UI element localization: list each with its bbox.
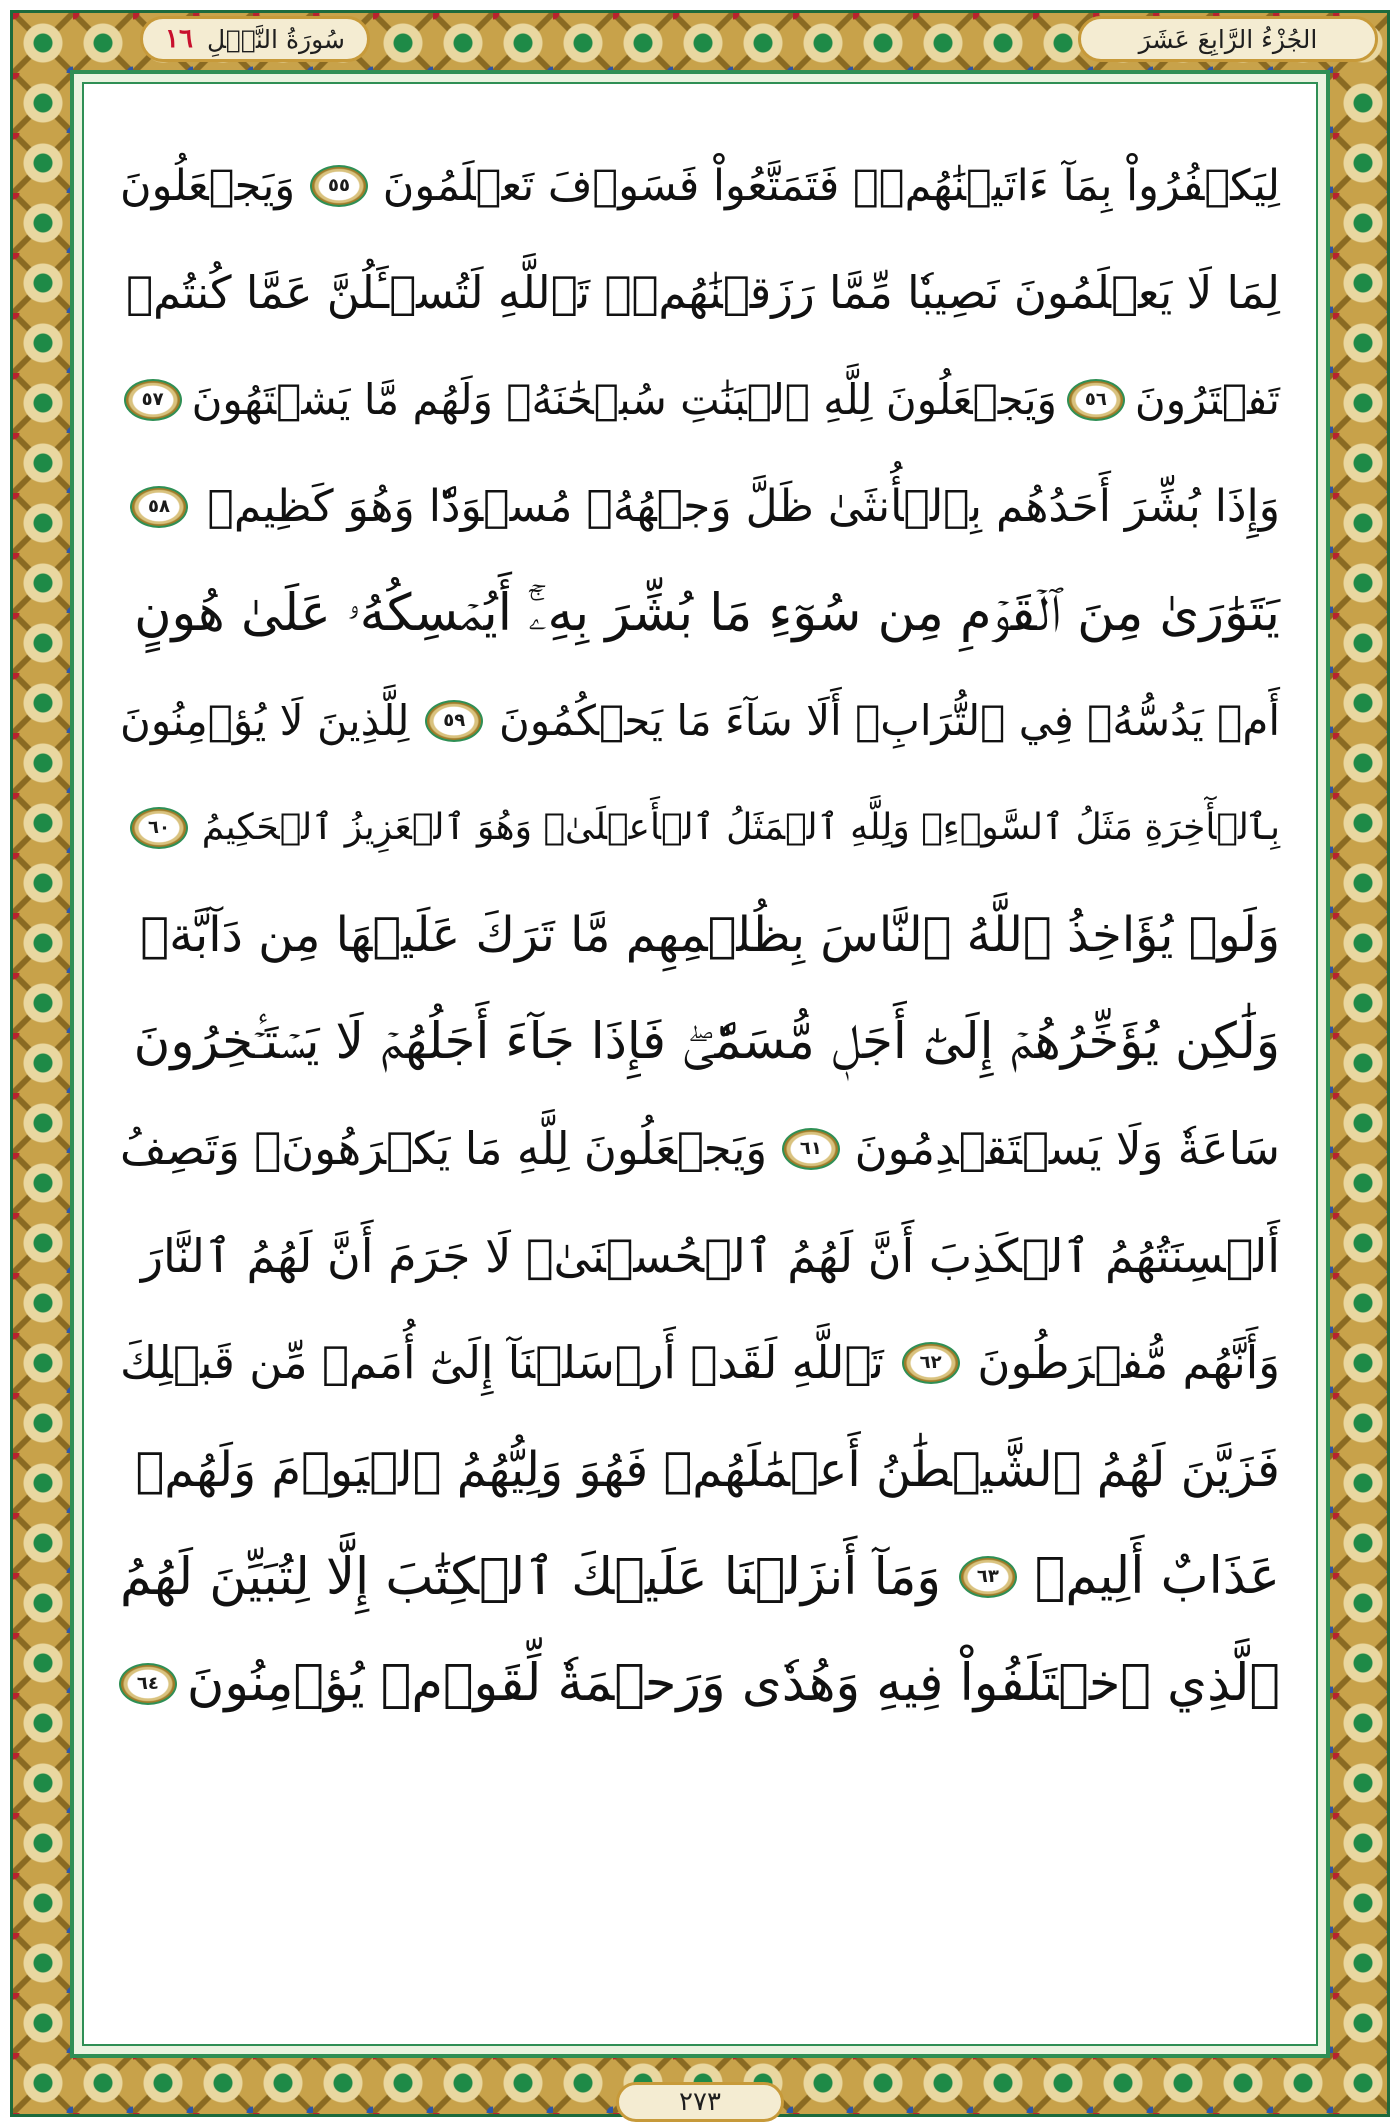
verse-line [120,132,1280,239]
verse-text: لِمَا لَا يَعۡلَمُونَ نَصِيبٗا مِّمَّا رَزَقۡنَٰهُمۡۗ تَٱللَّهِ لَتُسۡـَٔلُنَّ عَمَّا كُنتُمۡ [126,266,1280,319]
surah-number: ١٦ [165,24,193,54]
verse-line [120,239,1280,346]
verse-text: وَأَنَّهُم مُّفۡرَطُونَ [977,1336,1280,1389]
verse-line [120,988,1280,1095]
ayah-number-marker: ٥٦ [1067,379,1125,421]
verse-text: يَتَوَٰرَىٰ مِنَ ٱلۡقَوۡمِ مِن سُوٓءِ مَا بُشِّرَ بِهِۦٓۚ أَيُمۡسِكُهُۥ عَلَىٰ هُونٍ [134,583,1280,643]
verse-line [120,667,1280,774]
ayah-number-marker: ٦١ [782,1128,840,1170]
verse-line [120,1630,1280,1737]
verse-text: فَزَيَّنَ لَهُمُ ٱلشَّيۡطَٰنُ أَعۡمَٰلَهُمۡ فَهُوَ وَلِيُّهُمُ ٱلۡيَوۡمَ وَلَهُمۡ [135,1441,1280,1498]
verse-text: وَمَآ أَنزَلۡنَا عَلَيۡكَ ٱلۡكِتَٰبَ إِلَّا لِتُبَيِّنَ لَهُمُ [120,1547,942,1607]
surah-label: سُورَةُ النَّحۡلِ [206,24,345,54]
verse-text: وَلَٰكِن يُؤَخِّرُهُمۡ إِلَىٰٓ أَجَلٖ مُّسَمّٗىۖ فَإِذَا جَآءَ أَجَلُهُمۡ لَا يَسۡتَـٔۡخِرُونَ [133,1012,1280,1070]
verse-line [120,1309,1280,1416]
verse-text: لِلَّذِينَ لَا يُؤۡمِنُونَ [120,696,410,745]
verse-text: تَفۡتَرُونَ [1134,375,1280,424]
surah-header [140,16,370,62]
page-number [616,2082,784,2122]
verse-text: وَيَجۡعَلُونَ لِلَّهِ مَا يَكۡرَهُونَۚ وَتَصِفُ [120,1122,768,1175]
verse-lines [120,132,1280,1737]
verse-text: ٱلَّذِي ٱخۡتَلَفُواْ فِيهِ وَهُدٗى وَرَحۡمَةٗ لِّقَوۡمٖ يُؤۡمِنُونَ [186,1654,1280,1713]
verse-line [120,560,1280,667]
page-number-label: ٢٧٣ [679,2087,721,2117]
verse-text: عَذَابٌ أَلِيمٞ [1034,1547,1280,1606]
verse-text: سَاعَةٗ وَلَا يَسۡتَقۡدِمُونَ [854,1122,1280,1175]
verse-line [120,1523,1280,1630]
verse-line [120,346,1280,453]
verse-text: بِٱلۡأٓخِرَةِ مَثَلُ ٱلسَّوۡءِۖ وَلِلَّهِ ٱلۡمَثَلُ ٱلۡأَعۡلَىٰۚ وَهُوَ ٱلۡعَزِيزُ ٱلۡحَكِيمُ [201,807,1280,848]
ayah-number-marker: ٦٢ [902,1342,960,1384]
ayah-number-marker: ٥٨ [130,486,188,528]
ayah-number-marker: ٥٥ [310,165,368,207]
ayah-number-marker: ٥٧ [124,379,182,421]
verse-line [120,1202,1280,1309]
juz-header [1078,16,1378,62]
ayah-number-marker: ٦٤ [119,1663,177,1705]
verse-text: تَٱللَّهِ لَقَدۡ أَرۡسَلۡنَآ إِلَىٰٓ أُمَمٖ مِّن قَبۡلِكَ [120,1336,884,1389]
verse-text: وَإِذَا بُشِّرَ أَحَدُهُم بِٱلۡأُنثَىٰ ظَلَّ وَجۡهُهُۥ مُسۡوَدّٗا وَهُوَ كَظِيمٞ [207,481,1280,532]
verse-text: أَمۡ يَدُسُّهُۥ فِي ٱلتُّرَابِۗ أَلَا سَآءَ مَا يَحۡكُمُونَ [499,696,1280,745]
verse-text: أَلۡسِنَتُهُمُ ٱلۡكَذِبَ أَنَّ لَهُمُ ٱلۡحُسۡنَىٰۖ لَا جَرَمَ أَنَّ لَهُمُ ٱلنَّارَ [140,1228,1280,1283]
verse-line [120,774,1280,881]
verse-line [120,1416,1280,1523]
juz-label: الجُزْءُ الرَّابِعَ عَشَرَ [1138,24,1318,54]
verse-text: وَيَجۡعَلُونَ لِلَّهِ ٱلۡبَنَٰتِ سُبۡحَٰنَهُۥ وَلَهُم مَّا يَشۡتَهُونَ [191,375,1057,424]
verse-line [120,453,1280,560]
ayah-number-marker: ٦٣ [959,1556,1017,1598]
verse-line [120,881,1280,988]
verse-line [120,1095,1280,1202]
verse-text: وَيَجۡعَلُونَ [120,160,296,211]
verse-text: وَلَوۡ يُؤَاخِذُ ٱللَّهُ ٱلنَّاسَ بِظُلۡمِهِم مَّا تَرَكَ عَلَيۡهَا مِن دَآبَّةٖ [140,906,1280,963]
verse-text: لِيَكۡفُرُواْ بِمَآ ءَاتَيۡنَٰهُمۡۚ فَتَمَتَّعُواْ فَسَوۡفَ تَعۡلَمُونَ [382,160,1280,211]
ayah-number-marker: ٦٠ [130,807,188,849]
ayah-number-marker: ٥٩ [425,700,483,742]
